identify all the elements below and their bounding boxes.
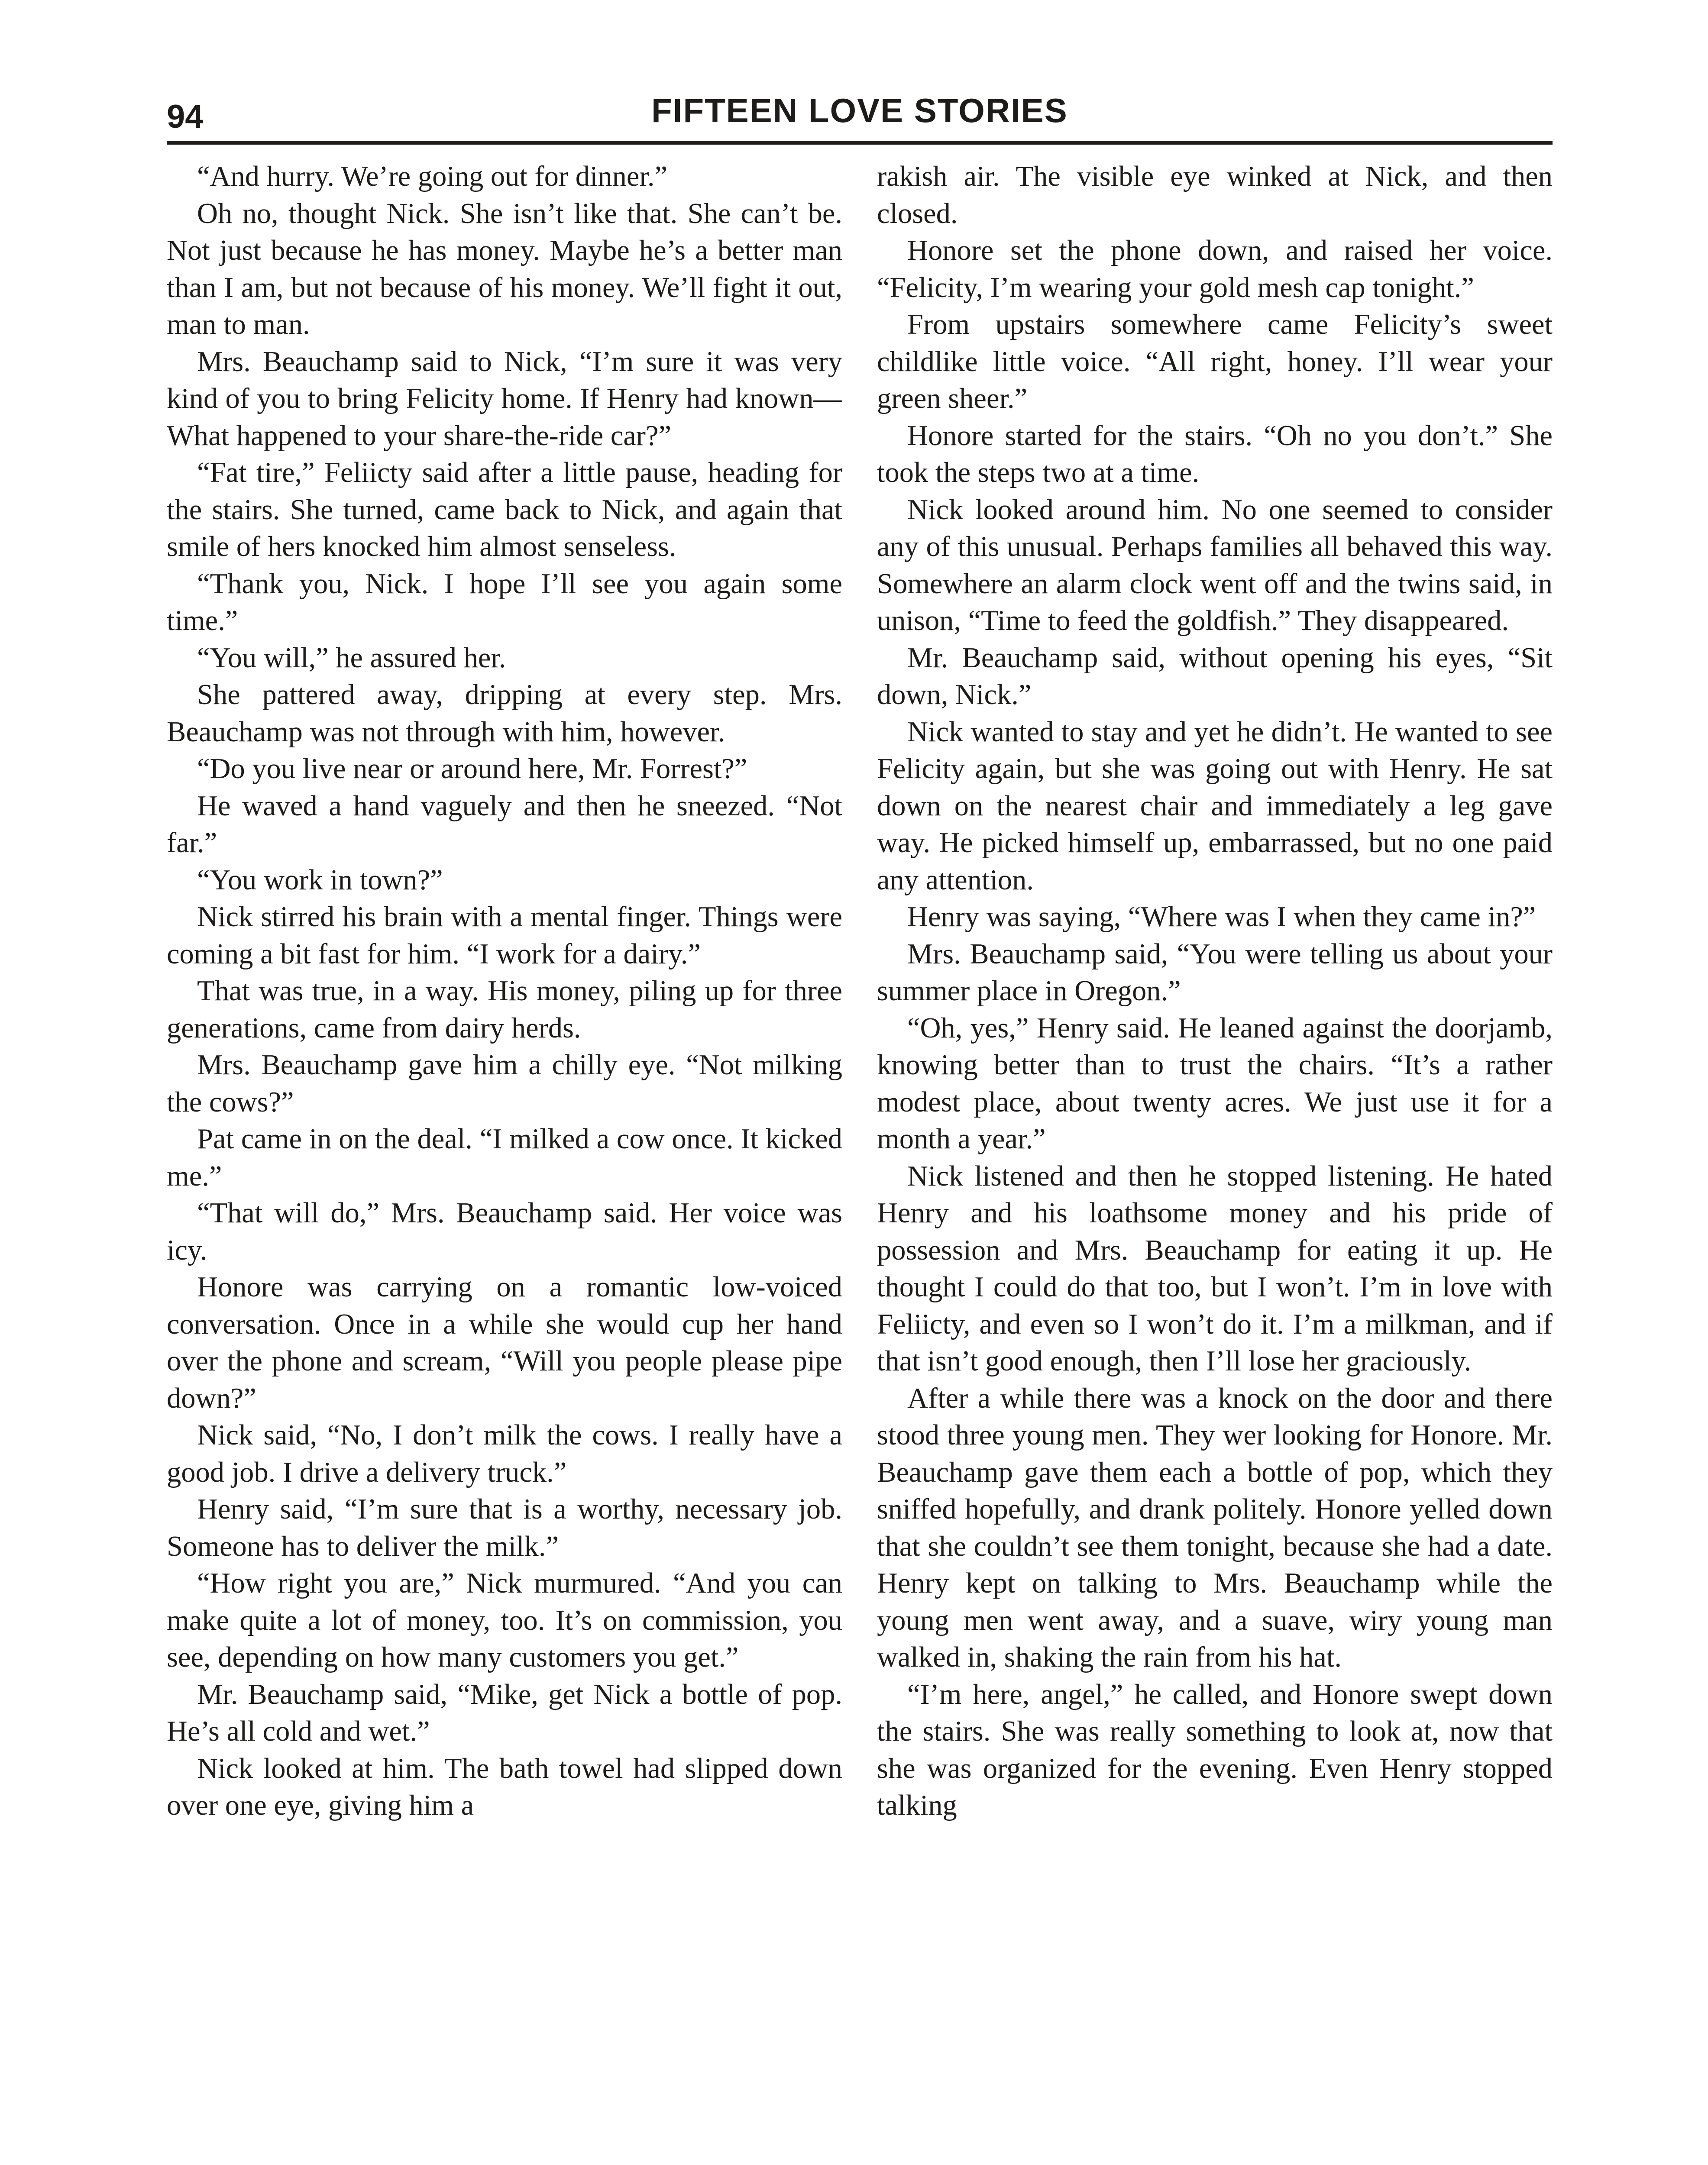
paragraph: “Oh, yes,” Henry said. He leaned against the doorjamb, knowing better than to trust the chairs. “It’s a rather modest place, about twenty acres. We just use it for a month a year.” [877,1012,1553,1155]
paragraph: She pattered away, dripping at every step. Mrs. Beauchamp was not through with him, however. [167,679,842,748]
paragraph: “You work in town?” [197,864,443,896]
paragraph: “Fat tire,” Feliicty said after a little pause, heading for the stairs. She turned, came back to Nick, and again that smile of hers knocked him almost senseless. [167,457,842,562]
left-column [167,158,842,2165]
paragraph: Honore was carrying on a romantic low-voiced conversation. Once in a while she would cup her hand over the phone and scream, “Will you people please pipe down?” [167,1271,842,1414]
paragraph-continued: rakish air. The visible eye winked at Nick, and then closed. [877,161,1553,229]
running-head-title: FIFTEEN LOVE STORIES [651,91,1068,129]
paragraph: “How right you are,” Nick murmured. “And you can make quite a lot of money, too. It’s on commission, you see, depending on how many customers you get.” [167,1567,842,1673]
paragraph: Honore started for the stairs. “Oh no you don’t.” She took the steps two at a time. [877,420,1553,488]
page-number: 94 [167,98,204,135]
paragraph: “You will,” he assured her. [197,642,506,674]
paragraph: Pat came in on the deal. “I milked a cow once. It kicked me.” [167,1123,842,1192]
paragraph: Nick looked around him. No one seemed to consider any of this unusual. Perhaps families all behaved this way. Somewhere an alarm clock went off and the twins said, in unison, “Time to feed the goldfish.” They disappeared. [877,494,1553,637]
paragraph: Mr. Beauchamp said, “Mike, get Nick a bottle of pop. He’s all cold and wet.” [167,1678,842,1747]
header-rule [167,141,1553,145]
paragraph: That was true, in a way. His money, piling up for three generations, came from dairy herds. [167,975,842,1044]
paragraph: Nick listened and then he stopped listening. He hated Henry and his loathsome money and his pride of possession and Mrs. Beauchamp for eating it up. He thought I could do that too, but I won’t. I’m in love with Feliicty, and even so I won’t do it. I’m a milkman, and if that isn’t good enough, then I’ll lose her graciously. [877,1160,1553,1377]
page-header [167,89,1553,145]
paragraph: He waved a hand vaguely and then he sneezed. “Not far.” [167,790,842,859]
paragraph: Henry was saying, “Where was I when they came in?” [907,901,1536,933]
paragraph: “And hurry. We’re going out for dinner.” [197,161,668,192]
paragraph: Oh no, thought Nick. She isn’t like that. She can’t be. Not just because he has money. Maybe he’s a better man than I am, but not because of his money. We’ll fight it out, man to man. [167,197,842,340]
paragraph: Mrs. Beauchamp said to Nick, “I’m sure it was very kind of you to bring Felicity home. If Henry had known— What happened to your share-the-ride car?” [167,346,842,452]
paragraph: Henry said, “I’m sure that is a worthy, necessary job. Someone has to deliver the milk.” [167,1493,842,1562]
paragraph: “Thank you, Nick. I hope I’ll see you again some time.” [167,568,842,637]
paragraph: Nick said, “No, I don’t milk the cows. I really have a good job. I drive a delivery truck.” [167,1419,842,1488]
right-column [877,158,1553,2165]
paragraph: From upstairs somewhere came Felicity’s sweet childlike little voice. “All right, honey. I’ll wear your green sheer.” [877,309,1553,414]
paragraph: “I’m here, angel,” he called, and Honore swept down the stairs. She was really something to look at, now that she was organized for the evening. Even Henry stopped talking [877,1678,1553,1821]
paragraph: “That will do,” Mrs. Beauchamp said. Her voice was icy. [167,1197,842,1266]
paragraph: After a while there was a knock on the door and there stood three young men. They wer looking for Honore. Mr. Beauchamp gave them each a bottle of pop, which they sniffed hopefully, and drank politely. Honore yelled down that she couldn’t see them tonight, because she had a date. Henry kept on talking to Mrs. Beauchamp while the young men went away, and a suave, wiry young man walked in, shaking the rain from his hat. [877,1382,1553,1673]
paragraph: Nick stirred his brain with a mental finger. Things were coming a bit fast for him. “I work for a dairy.” [167,901,842,970]
paragraph: Nick looked at him. The bath towel had slipped down over one eye, giving him a [167,1752,842,1821]
paragraph: Mrs. Beauchamp gave him a chilly eye. “Not milking the cows?” [167,1049,842,1118]
paragraph: “Do you live near or around here, Mr. Forrest?” [197,753,747,785]
paragraph: Mrs. Beauchamp said, “You were telling us about your summer place in Oregon.” [877,938,1553,1007]
paragraph: Honore set the phone down, and raised her voice. “Felicity, I’m wearing your gold mesh cap tonight.” [877,235,1553,304]
paragraph: Nick wanted to stay and yet he didn’t. He wanted to see Felicity again, but she was going out with Henry. He sat down on the nearest chair and immediately a leg gave way. He picked himself up, embarrassed, but no one paid any attention. [877,716,1553,896]
paragraph: Mr. Beauchamp said, without opening his eyes, “Sit down, Nick.” [877,642,1553,711]
